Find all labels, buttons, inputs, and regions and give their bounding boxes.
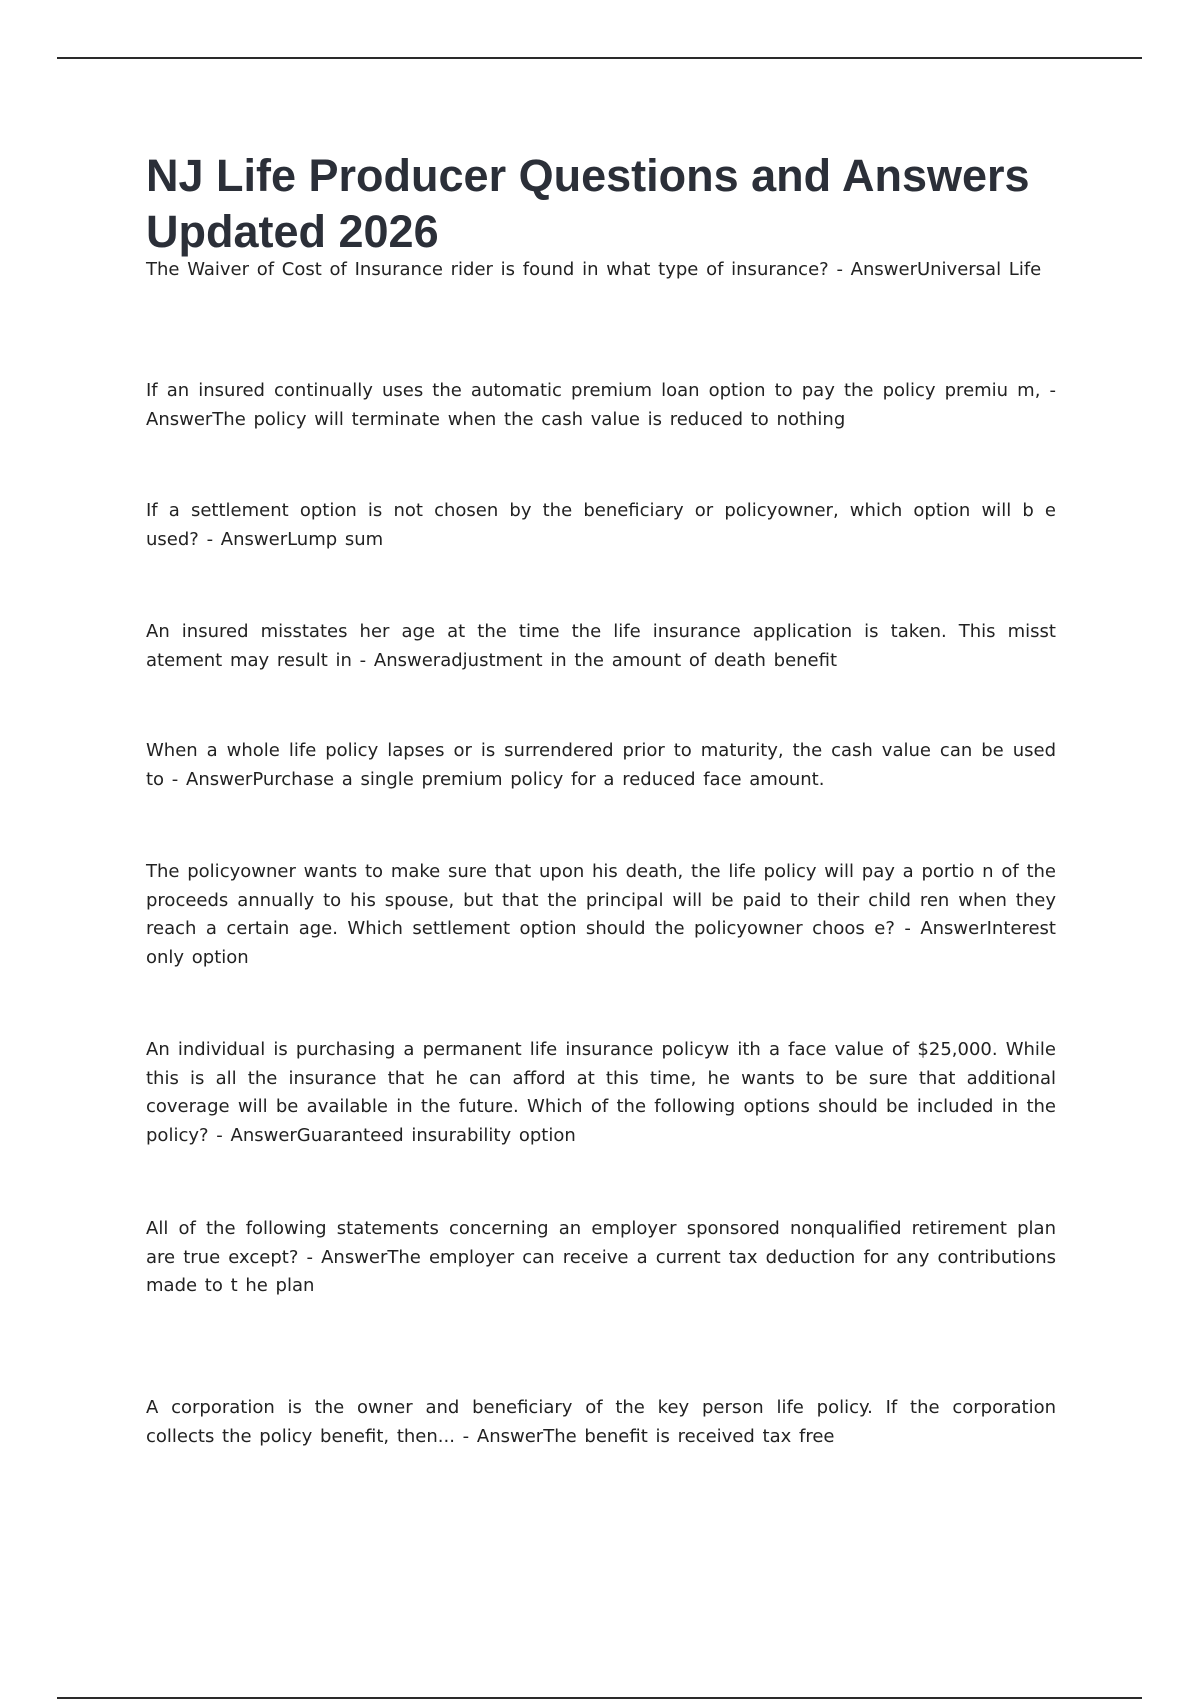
answer-text: AnswerPurchase a single premium policy for a reduced face amount.	[186, 768, 825, 790]
qa-item	[146, 618, 1056, 675]
qa-separator: -	[164, 768, 187, 790]
question-text: All of the following statements concerning an employer sponsored nonqualified retirement plan are true except?	[146, 1218, 1056, 1268]
qa-separator: -	[828, 259, 851, 280]
question-text: The Waiver of Cost of Insurance rider is found in what type of insurance?	[146, 259, 829, 280]
qa-separator: -	[198, 528, 221, 550]
qa-separator: -	[351, 649, 374, 671]
qa-item	[146, 1036, 1056, 1150]
question-text: The policyowner wants to make sure that upon his death, the life policy will pay a portio n of the proceeds annually to his spouse, but that the principal will be paid to their child ren when they reach a certain age. Which settlement option should the policyowner choos e?	[146, 861, 1056, 939]
qa-item	[146, 1215, 1056, 1301]
answer-text: Answeradjustment in the amount of death benefit	[373, 649, 838, 671]
question-text: An individual is purchasing a permanent life insurance policyw ith a face value of $25,000. While this is all the insurance that he can afford at this time, he wants to be sure that additional coverage will be available in the future. Which of the following options should be included in the policy?	[146, 1039, 1056, 1146]
document-title: NJ Life Producer Questions and Answers Updated 2026	[146, 150, 1030, 257]
qa-separator: -	[1040, 380, 1056, 401]
qa-item	[146, 377, 1056, 434]
qa-separator: -	[298, 1246, 322, 1268]
answer-text: AnswerThe benefit is received tax free	[476, 1425, 835, 1447]
answer-text: AnswerGuaranteed insurability option	[230, 1124, 576, 1146]
answer-text: AnswerInterest only option	[146, 918, 1056, 968]
answer-text: AnswerThe policy will terminate when the cash value is reduced to nothing	[146, 408, 846, 430]
bottom-rule	[57, 1697, 1142, 1699]
qa-separator: -	[454, 1425, 477, 1447]
qa-item	[146, 1394, 1056, 1451]
top-rule	[57, 57, 1142, 59]
question-text: If a settlement option is not chosen by the beneficiary or policyowner, which option will b e used?	[146, 500, 1056, 550]
answer-text: AnswerUniversal Life	[850, 259, 1042, 280]
qa-item	[146, 858, 1056, 972]
qa-item	[146, 737, 1056, 794]
answer-text: AnswerThe employer can receive a current tax deduction for any contributions made to t he plan	[146, 1246, 1056, 1296]
question-text: If an insured continually uses the automatic premium loan option to pay the policy premiu m,	[146, 380, 1041, 401]
qa-separator: -	[894, 918, 921, 939]
answer-text: AnswerLump sum	[220, 528, 384, 550]
question-text: An insured misstates her age at the time the life insurance application is taken. This misst atement may result in	[146, 621, 1056, 671]
qa-item	[146, 497, 1056, 554]
question-text: A corporation is the owner and beneficiary of the key person life policy. If the corporation collects the policy benefit, then...	[146, 1397, 1056, 1447]
question-text: When a whole life policy lapses or is surrendered prior to maturity, the cash value can be used to	[146, 740, 1056, 790]
qa-item	[146, 256, 1056, 285]
qa-separator: -	[208, 1124, 231, 1146]
